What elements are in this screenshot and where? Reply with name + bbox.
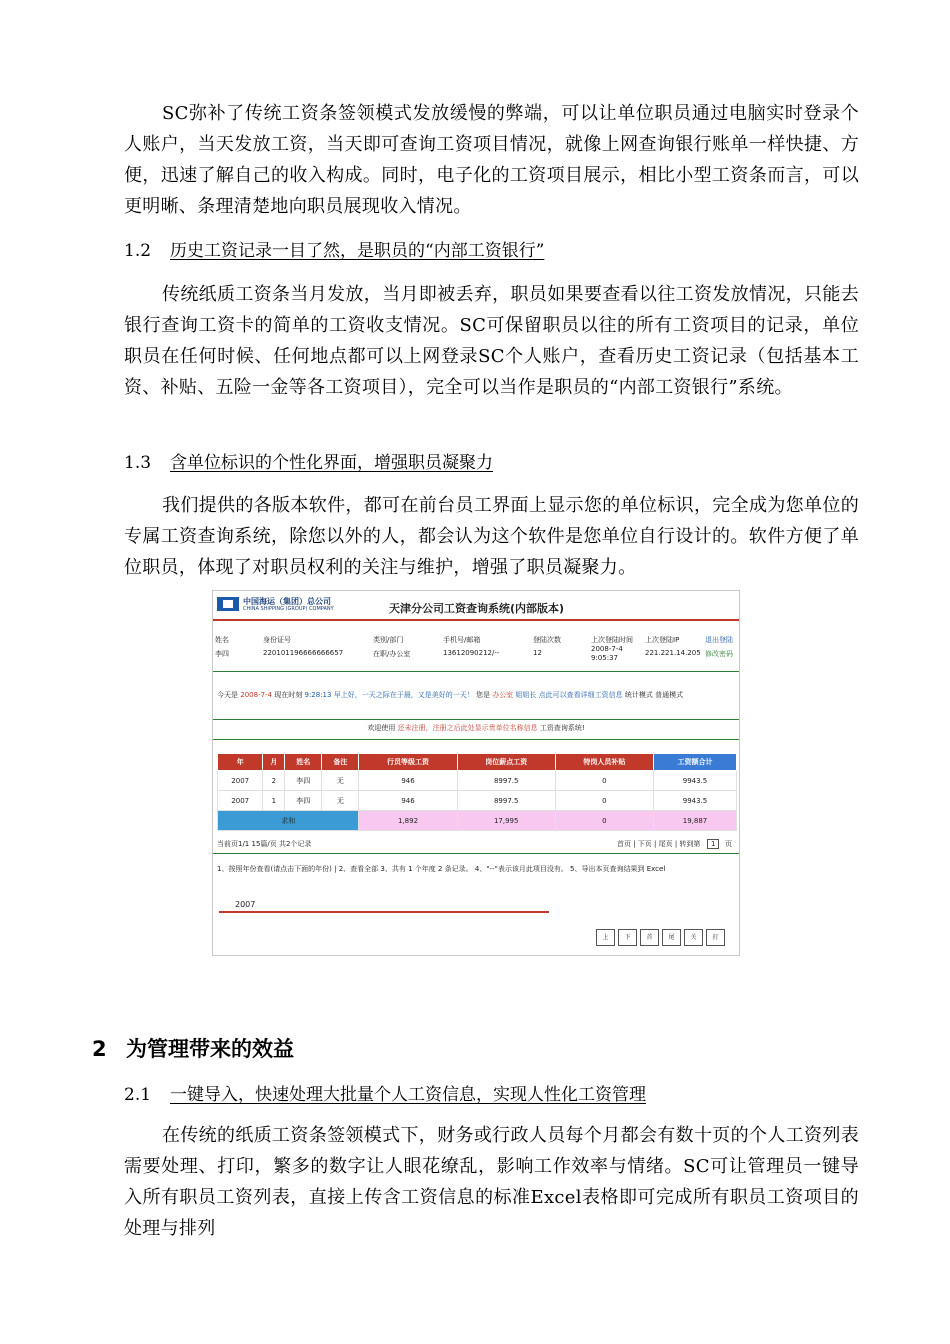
user-label: 您是 — [475, 691, 490, 699]
current-time: 9:28:13 — [304, 691, 332, 699]
cell: 8997.5 — [457, 771, 555, 791]
cell: 9943.5 — [654, 791, 737, 811]
heading-text: 含单位标识的个性化界面，增强职员凝聚力 — [170, 453, 493, 473]
pager-unit: 页 — [725, 840, 732, 848]
year-underline — [219, 911, 549, 913]
salary-system-screenshot — [212, 590, 740, 956]
col-header: 姓名 — [285, 754, 322, 771]
next-button[interactable]: 下 — [618, 929, 637, 946]
col-header: 月 — [263, 754, 285, 771]
stats-mode-link[interactable]: 统计模式 — [624, 691, 653, 699]
info-header: 类别/部门 — [373, 636, 404, 644]
bottom-buttons — [596, 929, 728, 946]
info-header: 上次登陆IP — [645, 636, 680, 644]
pager-status: 当前页1/1 15篇/页 共2个记录 — [217, 840, 312, 848]
year-link[interactable]: 2007 — [235, 900, 256, 909]
divider — [213, 671, 739, 672]
close-button[interactable]: 关 — [684, 929, 703, 946]
heading-2-1 — [124, 1080, 646, 1105]
sum-cell: 19,887 — [654, 811, 737, 831]
pager-nav[interactable]: 首页 | 下页 | 尾页 | 转到第 — [617, 840, 701, 848]
cell: 8997.5 — [457, 791, 555, 811]
welcome-line — [213, 723, 739, 733]
cell: 0 — [555, 791, 653, 811]
heading-2 — [92, 1033, 294, 1063]
sum-cell: 0 — [555, 811, 653, 831]
prev-button[interactable]: 上 — [596, 929, 615, 946]
cell: 946 — [359, 791, 457, 811]
paragraph-import: 在传统的纸质工资条签领模式下，财务或行政人员每个月都会有数十页的个人工资列表需要处理、打印，繁多的数字让人眼花缭乱，影响工作效率与情绪。SC可让管理员一键导入所有职员工资列表，直接上传含工资信息的标准Excel表格即可完成所有职员工资项目的处理与排列 — [124, 1125, 859, 1239]
logout-link[interactable]: 退出登陆 — [705, 636, 733, 644]
cell: 无 — [322, 771, 359, 791]
user-title: 姐姐长 — [515, 691, 537, 699]
heading-number: 2.1 — [124, 1085, 152, 1105]
greeting-message: 早上好，一天之际在于晨，又是美好的一天！ — [333, 691, 474, 699]
greeting-bar — [217, 689, 735, 701]
sum-cell: 17,995 — [457, 811, 555, 831]
cell: 李四 — [285, 771, 322, 791]
usage-steps: 1、按照年份查看(请点击下面的年份) | 2、查看全部 3、共有 1 个年度 2 条记录。 4、"--"表示该月此项目没有。 5、导出本页查询结果到 Excel — [217, 865, 666, 873]
last-button[interactable]: 尾 — [662, 929, 681, 946]
info-header: 上次登陆时间 — [591, 636, 633, 644]
info-value: 9:05:37 — [591, 654, 618, 662]
heading-number: 2 — [92, 1037, 107, 1061]
info-header: 手机号/邮箱 — [443, 636, 481, 644]
info-value: 李四 — [215, 650, 229, 658]
sum-cell: 1,892 — [359, 811, 457, 831]
heading-1-2 — [124, 236, 544, 261]
change-password-link[interactable]: 修改密码 — [705, 650, 733, 658]
cell: 2 — [263, 771, 285, 791]
col-header: 工资额合计 — [654, 754, 737, 771]
table-row — [218, 771, 737, 791]
cell: 946 — [359, 771, 457, 791]
user-info-headers — [213, 635, 739, 645]
cell: 2007 — [218, 791, 263, 811]
cell: 无 — [322, 791, 359, 811]
col-header: 备注 — [322, 754, 359, 771]
user-dept: 办公室 — [492, 691, 514, 699]
heading-text: 一键导入，快速处理大批量个人工资信息，实现人性化工资管理 — [170, 1085, 646, 1105]
cell: 1 — [263, 791, 285, 811]
divider — [213, 853, 739, 854]
cell: 李四 — [285, 791, 322, 811]
welcome-suffix: 工资查询系统! — [539, 724, 585, 732]
detail-hint-link[interactable]: 点此可以查看详细工资信息 — [538, 691, 623, 699]
info-value: 221.221.14.205 — [645, 649, 701, 657]
welcome-prefix: 欢迎使用 — [367, 724, 396, 732]
welcome-unregistered: 还未注册，注册之后此处显示贵单位名称信息 — [397, 724, 538, 732]
first-button[interactable]: 首 — [640, 929, 659, 946]
heading-1-3 — [124, 448, 493, 473]
sum-label: 求和 — [218, 811, 359, 831]
system-header — [213, 591, 739, 621]
sum-row — [218, 811, 737, 831]
user-info-values — [213, 645, 739, 662]
page-select[interactable]: 1 — [707, 839, 719, 849]
cell: 9943.5 — [654, 771, 737, 791]
today-date: 2008-7-4 — [240, 691, 273, 699]
info-header: 身份证号 — [263, 636, 291, 644]
heading-text: 历史工资记录一目了然，是职员的“内部工资银行” — [170, 241, 545, 261]
table-header-row — [218, 754, 737, 771]
col-header: 行员等级工资 — [359, 754, 457, 771]
info-header: 姓名 — [215, 636, 229, 644]
info-value: 在职/办公室 — [373, 650, 411, 658]
cell: 2007 — [218, 771, 263, 791]
table-row — [218, 791, 737, 811]
col-header: 年 — [218, 754, 263, 771]
cell: 0 — [555, 771, 653, 791]
company-logo-icon — [217, 597, 239, 611]
system-title: 天津分公司工资查询系统(内部版本) — [389, 602, 565, 615]
paragraph-history: 传统纸质工资条当月发放，当月即被丢弃，职员如果要查看以往工资发放情况，只能去银行查询工资卡的简单的工资收支情况。SC可保留职员以往的所有工资项目的记录，单位职员在任何时候、任何地点都可以上网登录SC个人账户，查看历史工资记录（包括基本工资、补贴、五险一金等各工资项目），完全可以当作是职员的“内部工资银行”系统。 — [124, 284, 859, 398]
info-header: 登陆次数 — [533, 636, 561, 644]
company-name-cn: 中国海运（集团）总公司 — [243, 597, 331, 606]
info-value: 13612090212/-- — [443, 649, 500, 657]
heading-text: 为管理带来的效益 — [126, 1037, 294, 1061]
col-header: 特岗人员补贴 — [555, 754, 653, 771]
heading-number: 1.2 — [124, 241, 152, 261]
info-value: 12 — [533, 649, 542, 657]
print-button[interactable]: 打 — [706, 929, 725, 946]
paragraph-intro: SC弥补了传统工资条签领模式发放缓慢的弊端，可以让单位职员通过电脑实时登录个人账户，当天发放工资，当天即可查询工资项目情况，就像上网查询银行账单一样快捷、方便，迅速了解自己的收入构成。同时，电子化的工资项目展示，相比小型工资条而言，可以更明晰、条理清楚地向职员展现收入情况。 — [124, 103, 859, 217]
info-value: 2008-7-4 — [591, 645, 623, 653]
divider — [213, 719, 739, 720]
company-name-en: CHINA SHIPPING (GROUP) COMPANY — [243, 606, 334, 612]
col-header: 岗位薪点工资 — [457, 754, 555, 771]
time-label: 现在时刻 — [274, 691, 303, 699]
info-value: 220101196666666657 — [263, 649, 344, 657]
divider — [213, 739, 739, 740]
heading-number: 1.3 — [124, 453, 152, 473]
normal-mode-link[interactable]: 普通模式 — [655, 691, 684, 699]
paragraph-branding: 我们提供的各版本软件，都可在前台员工界面上显示您的单位标识，完全成为您单位的专属工资查询系统，除您以外的人，都会认为这个软件是您单位自行设计的。软件方便了单位职员，体现了对职员权利的关注与维护，增强了职员凝聚力。 — [124, 495, 859, 578]
today-label: 今天是 — [217, 691, 238, 699]
salary-table — [217, 753, 737, 831]
